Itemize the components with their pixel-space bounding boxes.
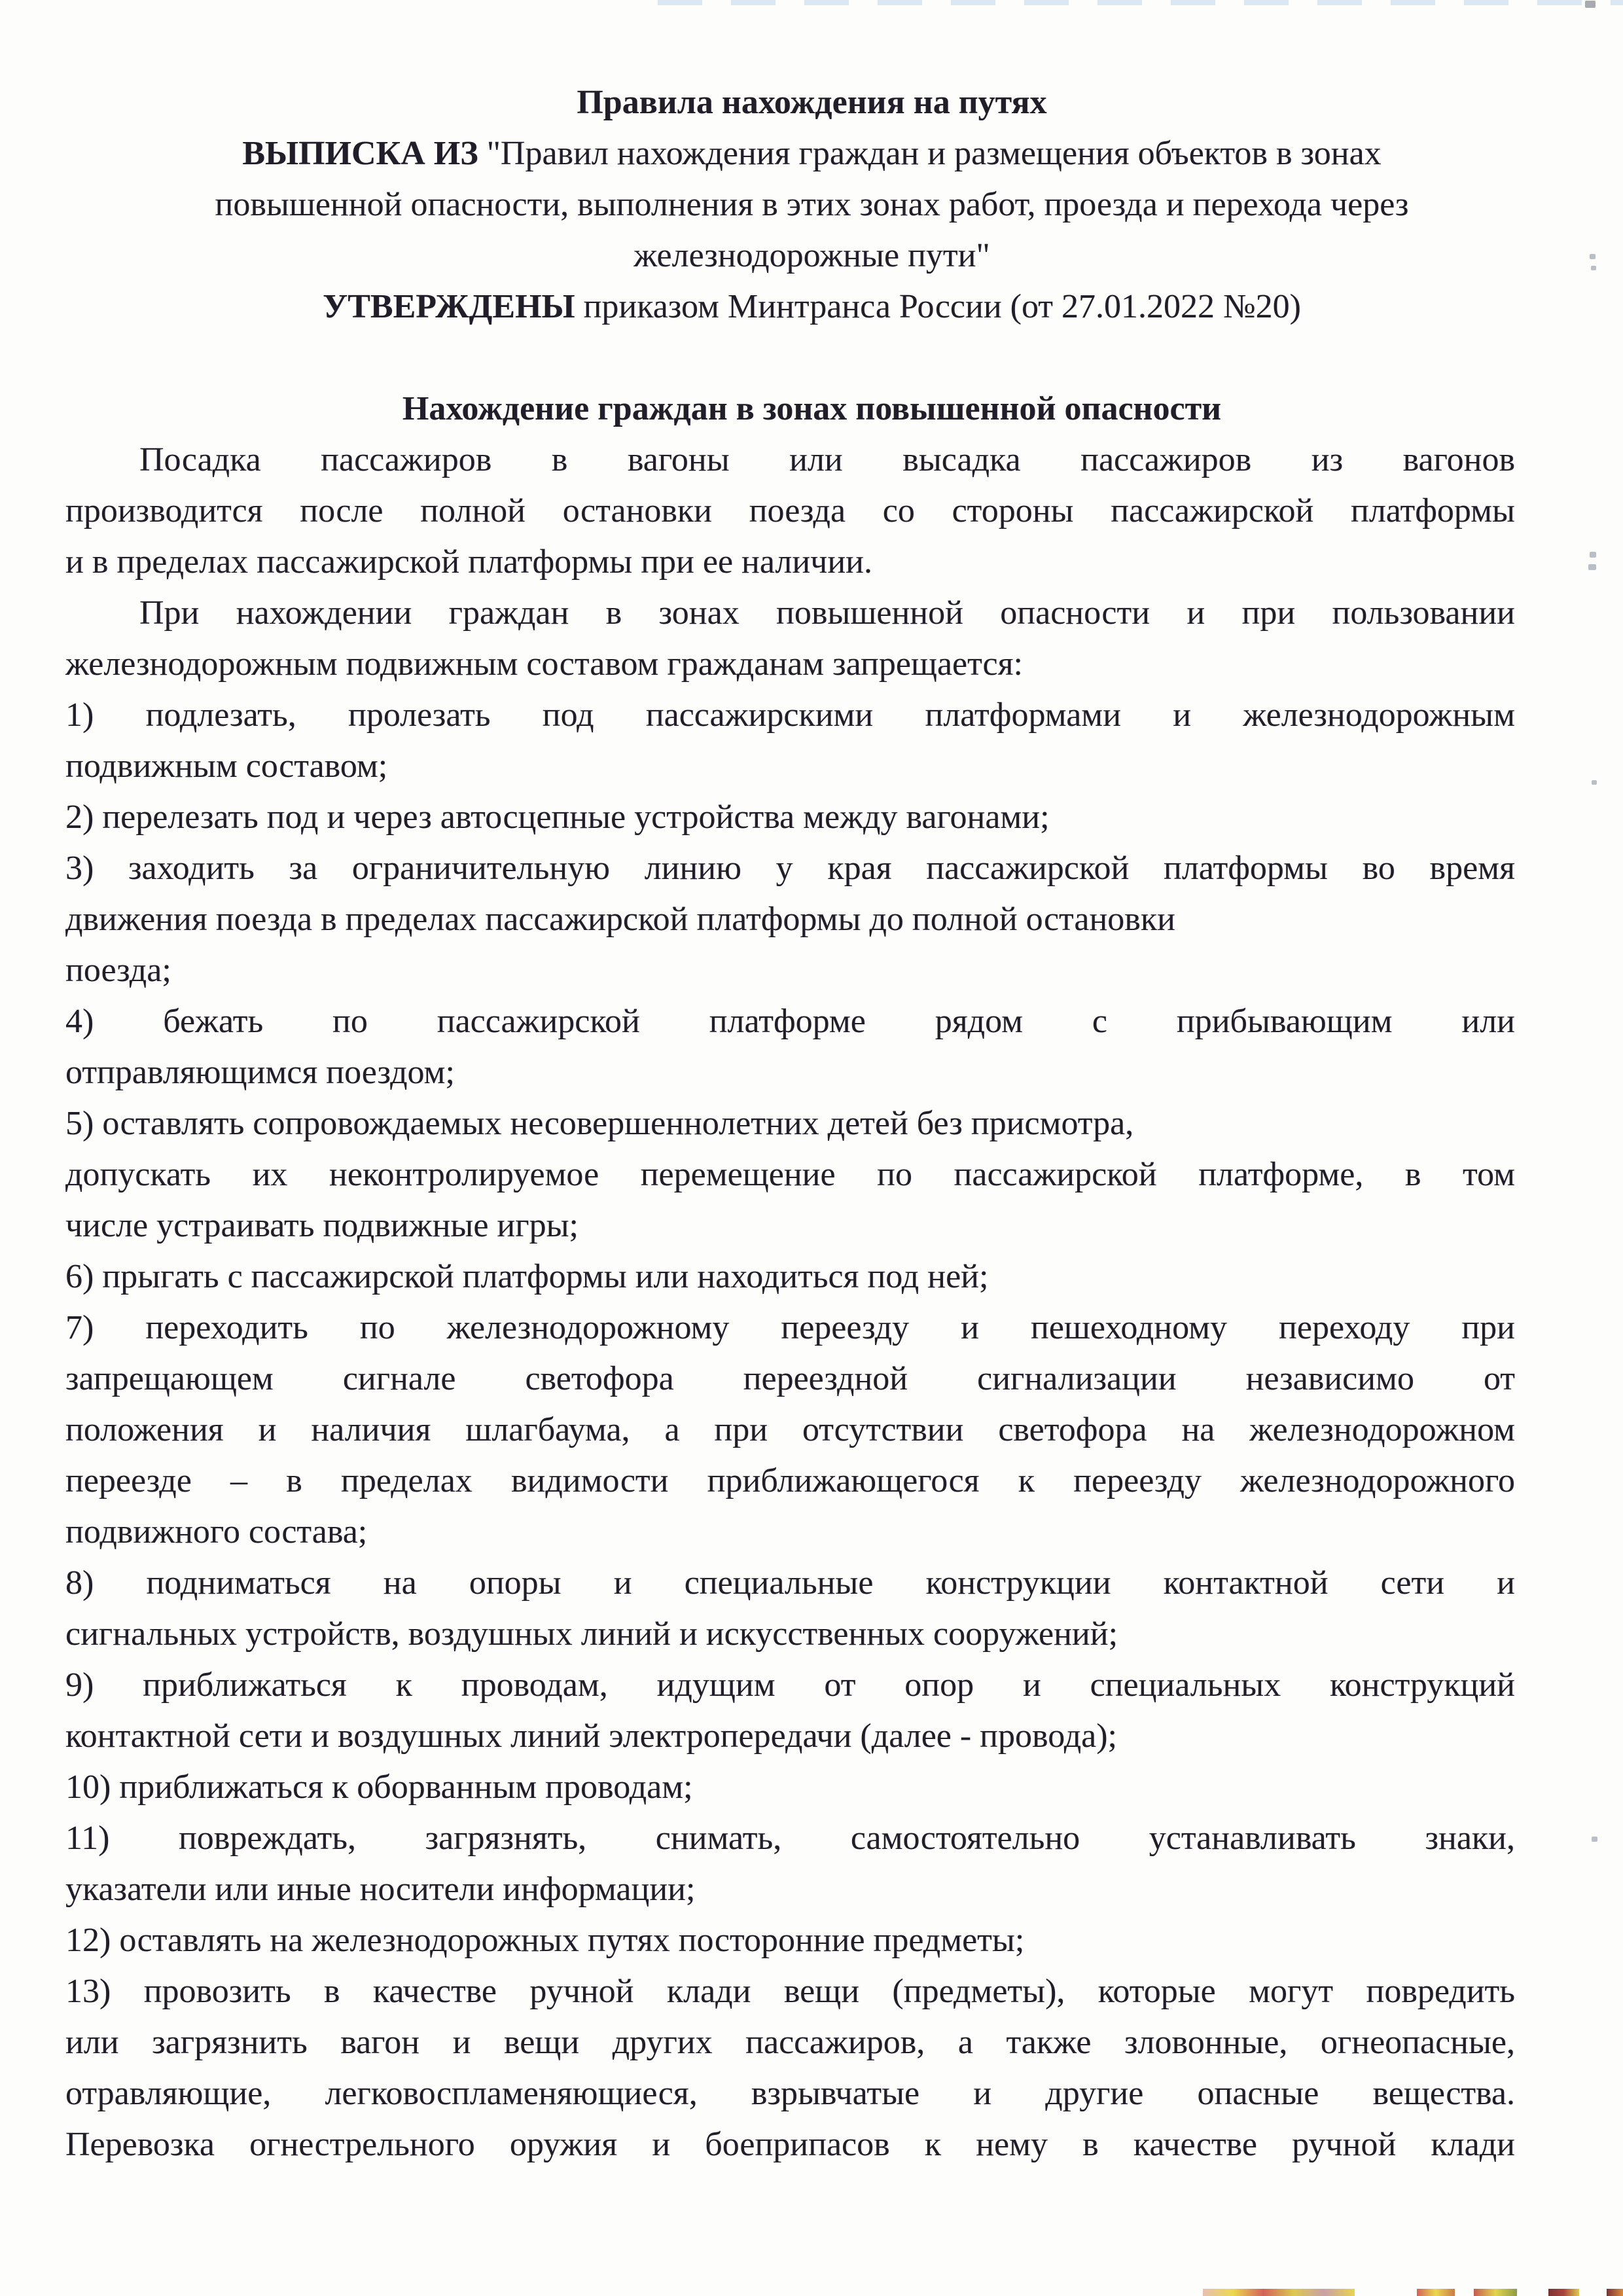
document-lines — [65, 77, 1515, 2170]
text-line: положения и наличия шлагбаума, а при отсутствии светофора на железнодорожном — [65, 1411, 1515, 1448]
bold-lead-text: УТВЕРЖДЕНЫ — [323, 288, 584, 325]
blank-line — [65, 332, 1515, 384]
text-line: 11) повреждать, загрязнять, снимать, самостоятельно устанавливать знаки, — [65, 1820, 1515, 1857]
text-line: 1) подлезать, пролезать под пассажирскими платформами и железнодорожным — [65, 696, 1515, 734]
scan-artifact-bottom-strip — [1474, 2289, 1517, 2296]
text-line: 8) подниматься на опоры и специальные конструкции контактной сети и — [65, 1564, 1515, 1602]
text-line: сигнальных устройств, воздушных линий и искусственных сооружений; — [65, 1615, 1118, 1653]
text-line: отравляющие, легковоспламеняющиеся, взрывчатые и другие опасные вещества. — [65, 2075, 1515, 2112]
document-title: Правила нахождения на путях — [577, 84, 1047, 121]
text-line: допускать их неконтролируемое перемещение по пассажирской платформе, в том — [65, 1156, 1515, 1193]
approval-line: УТВЕРЖДЕНЫ приказом Минтранса России (от 27.01.2022 №20) — [323, 288, 1301, 325]
text-line: отправляющимся поездом; — [65, 1054, 455, 1091]
scan-artifact-speck — [1590, 254, 1596, 259]
excerpt-line: железнодорожные пути" — [633, 237, 990, 274]
text-line: Посадка пассажиров в вагоны или высадка пассажиров из вагонов — [139, 441, 1515, 478]
scan-artifact-speck — [1592, 1837, 1597, 1842]
scan-artifact-speck — [1588, 564, 1596, 570]
scan-artifact-speck — [1592, 780, 1597, 785]
text-line: 7) переходить по железнодорожному переезду и пешеходному переходу при — [65, 1309, 1515, 1346]
scan-artifact-bottom-strip — [1417, 2289, 1455, 2296]
text-line: или загрязнить вагон и вещи других пассажиров, а также зловонные, огнеопасные, — [65, 2024, 1515, 2061]
text-line: 2) перелезать под и через автосцепные устройства между вагонами; — [65, 798, 1050, 836]
text-line: 12) оставлять на железнодорожных путях посторонние предметы; — [65, 1922, 1025, 1959]
text-line: 4) бежать по пассажирской платформе рядом с прибывающим или — [65, 1003, 1515, 1040]
text-line: указатели или иные носители информации; — [65, 1871, 696, 1908]
text-line: 3) заходить за ограничительную линию у края пассажирской платформы во время — [65, 850, 1515, 887]
scan-artifact-speck — [1590, 552, 1596, 558]
text-line: подвижным составом; — [65, 747, 388, 785]
scan-artifact-bottom-strip — [1548, 2289, 1579, 2296]
text-line: контактной сети и воздушных линий электропередачи (далее - провода); — [65, 1717, 1117, 1755]
text-line: производится после полной остановки поезда со стороны пассажирской платформы — [65, 492, 1515, 529]
excerpt-line: повышенной опасности, выполнения в этих зонах работ, проезда и перехода через — [215, 186, 1409, 223]
bold-lead-text: ВЫПИСКА ИЗ — [242, 135, 487, 172]
text-line: переезде – в пределах видимости приближающегося к переезду железнодорожного — [65, 1462, 1515, 1499]
text-line: 5) оставлять сопровождаемых несовершеннолетних детей без присмотра, — [65, 1105, 1134, 1142]
excerpt-line: ВЫПИСКА ИЗ "Правил нахождения граждан и размещения объектов в зонах — [242, 135, 1382, 172]
scan-artifact-top-speck — [1585, 1, 1596, 8]
text-line: числе устраивать подвижные игры; — [65, 1207, 579, 1244]
text-line: поезда; — [65, 952, 171, 989]
text-line: 6) прыгать с пассажирской платформы или находиться под ней; — [65, 1258, 989, 1295]
scan-artifact-bottom-strip — [1203, 2289, 1355, 2296]
text-line: При нахождении граждан в зонах повышенной опасности и при пользовании — [139, 594, 1515, 632]
scan-artifact-speck — [1591, 266, 1596, 270]
text-line: 9) приближаться к проводам, идущим от опор и специальных конструкций — [65, 1666, 1515, 1704]
text-line: Перевозка огнестрельного оружия и боеприпасов к нему в качестве ручной клади — [65, 2126, 1515, 2163]
text-line: подвижного состава; — [65, 1513, 368, 1551]
text-line: и в пределах пассажирской платформы при ее наличии. — [65, 543, 872, 581]
scan-artifact-top-dashes — [658, 0, 1623, 5]
text-line: 13) провозить в качестве ручной клади вещи (предметы), которые могут повредить — [65, 1973, 1515, 2010]
text-line: железнодорожным подвижным составом гражданам запрещается: — [65, 645, 1023, 683]
text-line: движения поезда в пределах пассажирской платформы до полной остановки — [65, 901, 1175, 938]
text-line: запрещающем сигнале светофора переездной сигнализации независимо от — [65, 1360, 1515, 1397]
text-line: 10) приближаться к оборванным проводам; — [65, 1768, 693, 1806]
scan-artifact-bottom-strip — [1607, 2289, 1623, 2296]
section-heading: Нахождение граждан в зонах повышенной опасности — [402, 390, 1222, 427]
